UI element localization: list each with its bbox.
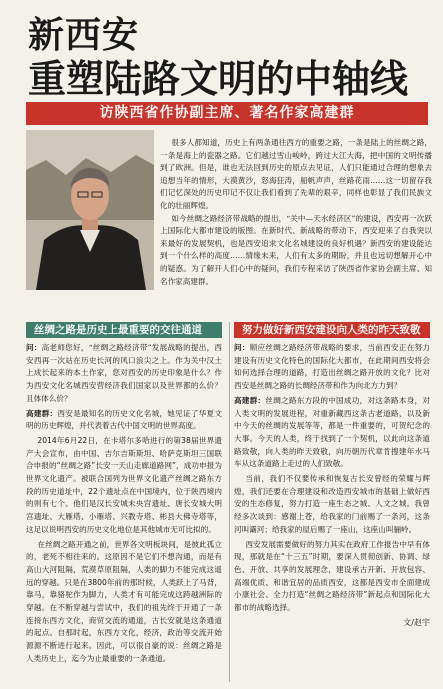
- question-text: 顺应丝绸之路经济带战略的要求，当前西安正在努力建设有历史文化特色的国际化大都市，在此期间西安将会如何选择合理的道路，打造出丝绸之路开放的文化？比对西安是丝绸之路的长绸经济带和作为向北方力到？: [234, 343, 430, 391]
- left-section-header: 丝绸之路是历史上最重要的交往通道: [26, 322, 222, 338]
- headline-line1: 新西安: [28, 15, 140, 56]
- question-label: 问：: [234, 343, 250, 352]
- left-paragraph-2: 2014年6月22日，在卡塔尔多哈进行的第38届世界遗产大会宣布，由中国、吉尔吉斯斯坦、哈萨克斯坦三国联合申报的“丝绸之路”长安一天山走廊道路网”，成功申报为世界文化遗产。被联合国列为世界文化遗产丝绸之路东方段的历史道址中，22个遗址点在中国境内，位于陕西境内的则有七个。他们是汉长安城未央宫遗址、唐长安城大明宫遗址、大雁塔、小雁塔、兴教寺塔、彬县大佛寺塔等，这足以说明西安的历史文化地位是其他城市无可比拟的。: [26, 435, 222, 534]
- question-text: 高老师您好，“丝绸之路经济带”发展战略的提出，西安西再一次站在历史长河的风口浪尖之上。作为关中汉土上成长起来的本土作家，您对西安的历史印象是什么？作为西安文化名城西安营经济我们国家以及世界都的么价？且体体么价？: [26, 343, 223, 403]
- column-divider: [229, 322, 230, 682]
- subtitle-bar: [26, 102, 428, 125]
- answer-label: 高建群：: [26, 408, 58, 418]
- right-paragraph-2: 当前，我们不仅要传承和恢复古长安曾经的荣耀与辉煌，我们还要在合理建设和改造西安城市的基础上做好西安的生态修复，努力打造一座生态之城、人文之城。我曾经多次谈到：感谢上苍，给我家的门前赐了一条河，这条河叫灞河；给我家的屋后赐了一座山，这座山叫骊岭。: [234, 474, 430, 534]
- left-column: [26, 322, 222, 668]
- question-label: 问：: [26, 343, 42, 352]
- author-photo: [26, 130, 154, 290]
- right-paragraph-3: 西安发展需要做好的努力其实在政府工作报告中早有体现，那就是在“十三五”时期，要深入贯彻创新、协调、绿色、开放、共享的发展理念，建设承古开新、开放包容、高端优质、和谐宜居的品质西安，这都是西安市全面建成小康社会、全力打造“丝绸之路经济带”新起点和国际化大都市的战略选择。: [234, 539, 430, 613]
- right-column: [234, 322, 430, 629]
- intro-paragraph-2: 如今丝绸之路经济带战略的提出，“关中—天水经济区”的建设，西安再一次跃上国际化大都市建设的版图。在新时代、新战略的带动下，西安迎来了自我突以来最好的发展契机，也是西安追求文化名城建设的良好机遇？新西安的建设能达到一个什么样的高度……情缘未来，人们有太多的期盼，并且也远切想解开心中的疑惑。为了解开人们心中的疑问，我们专程采访了陕西省作家协会副主席、知名作家高建群。: [160, 213, 432, 286]
- answer-text: 西安是最知名的历史文化名城，她见证了华夏文明的历史辉煌，并代表着古代中国文明的世界高度。: [26, 408, 223, 431]
- intro-text: [160, 137, 432, 317]
- answer-text: 丝绸之路东方段的中国成功，对这条路本身，对人类文明的发展进程，对重新藏西这条古老道路，以及新中今天的丝绸的发展等等，都是一件重要的，可贺纪念的大事。今天的人类，终于找到了一个契机，以此向这条道路致敬，向人类的昨天致敬，向历朝历代章肯搜建年水马车从这条道路上走过的人们致敬。: [234, 395, 431, 469]
- right-section-header: 努力做好新西安建设向人类的昨天致敬: [234, 322, 430, 338]
- author-photo-image: [26, 130, 154, 290]
- headline-line2: 重塑陆路文明的中轴线: [28, 57, 409, 101]
- left-paragraph-3: 在丝绸之路开通之前，世界各文明板块间，是彼此孤立的，老死不相往来的。这原因不是它们不想沟通，而是有高山大河阻隔，荒漠草原阻隔，人类的脚力不能完成这遥远的穿越。只是在3800年前的那时候，人类跃上了马背，靠马，靠骆驼作为脚力，人类才有可能完成这跨越洲际的穿越。在不断穿越与尝试中，我们的祖先终于开通了一条连接东西方文化，商贸交流的通道，古长安就是这条通道的起点。自那时起，东西方文化，经济，政治等交流开始源源不断进行起来。因此，可以很自豪的说：丝绸之路是人类历史上，迄今为止最重要的一条通道。: [26, 539, 222, 663]
- left-question: [26, 342, 222, 406]
- intro-paragraph-1: 很多人都知道，历史上有两条通往西方的重要之路，一条是陆上的丝绸之路，一条是海上的瓷器之路。它们越过雪山峻岭，跨过大江大海，把中国的文明传播到了欧洲。但是，谁也无法回到历史的原点去见证，人们只能通过合理的想象去追想当年的情形，大漠黄沙，怒海狂涛，船帆声声，丝路花雨……这一切留存我们记忆深处的历史印记不仅让我们看到了先辈的艰辛，同样也彰显了我们民族文化的壮丽辉煌。: [160, 138, 432, 210]
- answer-label: 高建群：: [234, 395, 266, 405]
- byline: 文/赵宇: [403, 617, 430, 627]
- left-answer: [26, 408, 222, 433]
- right-answer: [234, 395, 430, 471]
- right-question: [234, 342, 430, 393]
- subtitle: 访陕西省作协副主席、著名作家高建群: [99, 105, 355, 121]
